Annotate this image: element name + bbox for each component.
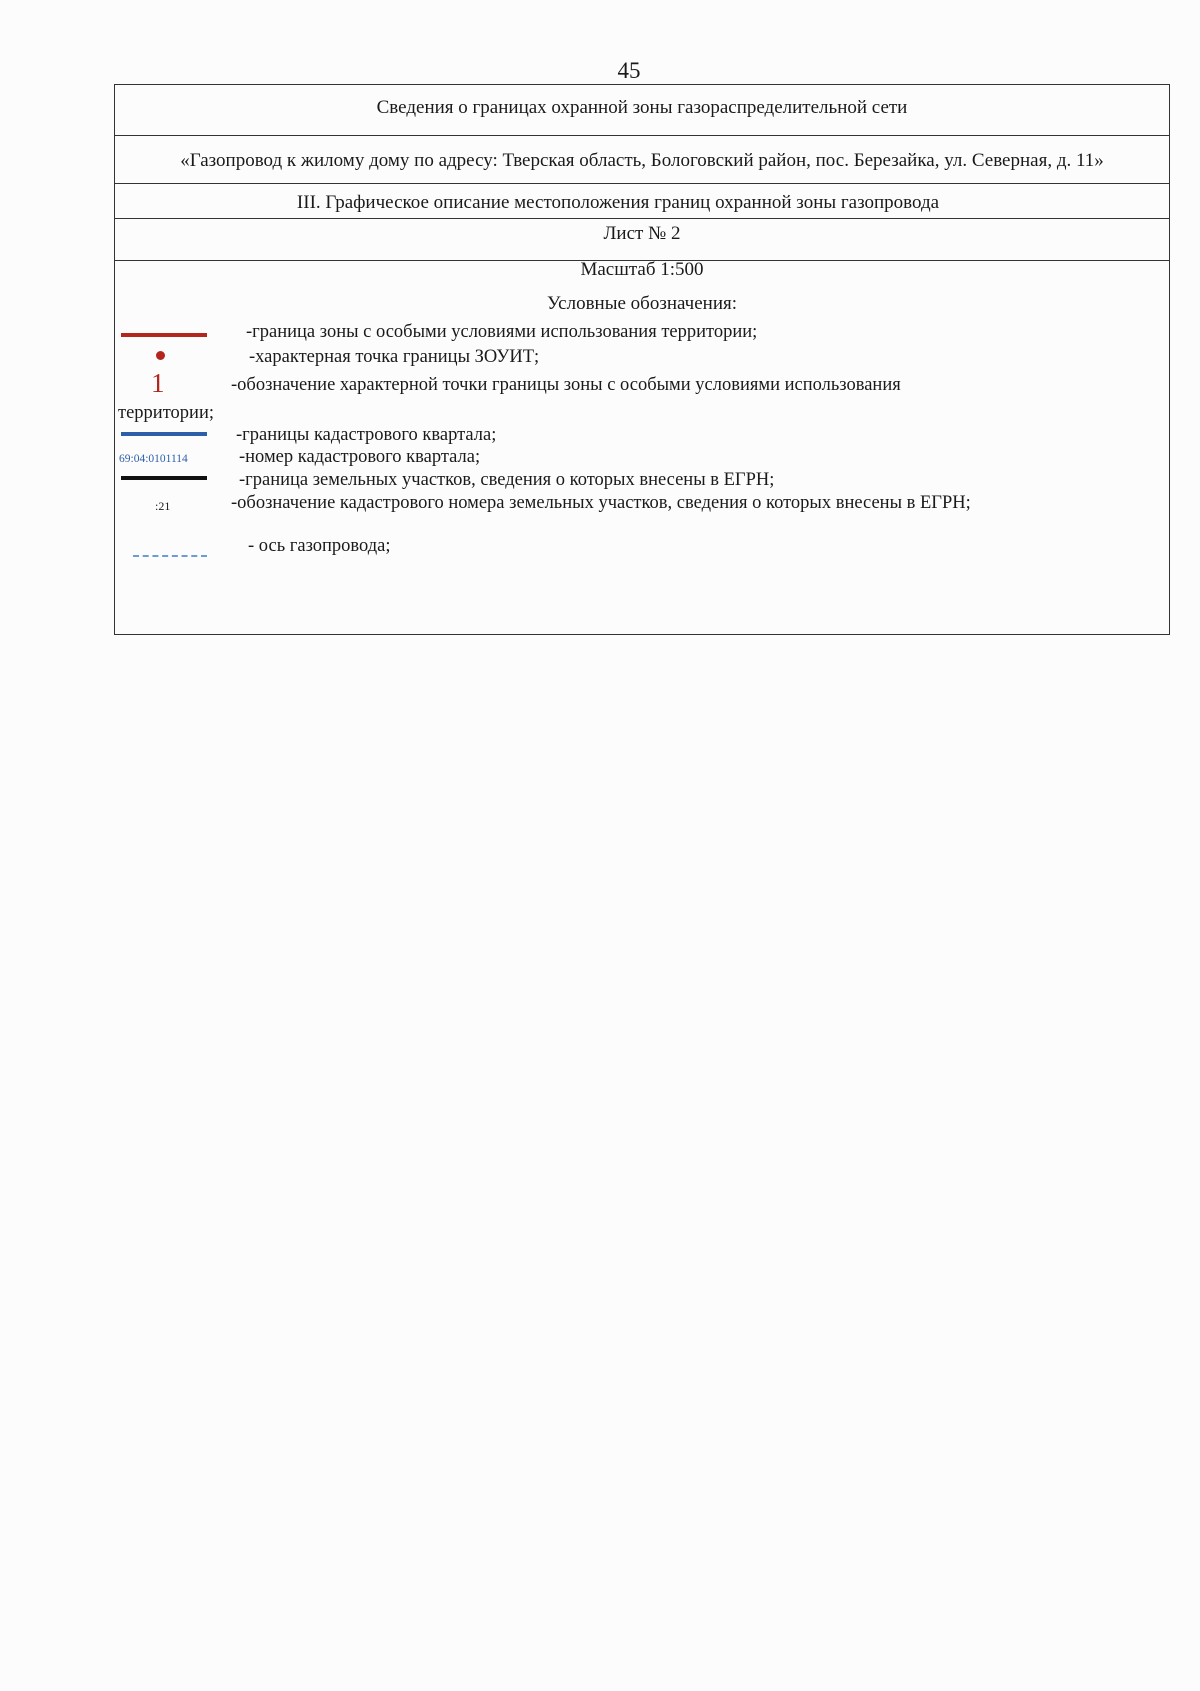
land-plot-number-symbol: :21 [155, 499, 171, 513]
section-title [115, 184, 1169, 219]
legend-item-characteristic-point: -характерная точка границы ЗОУИТ; [249, 347, 540, 367]
document-sheet [114, 84, 1170, 635]
zone-boundary-symbol [121, 333, 207, 337]
pipeline-axis-symbol [133, 555, 207, 557]
legend-item-zone-boundary: -граница зоны с особыми условиями использования территории; [246, 322, 758, 342]
legend-item-quarter-boundary: -границы кадастрового квартала; [236, 425, 497, 445]
quarter-boundary-symbol [121, 432, 207, 436]
object-name: «Газопровод к жилому дому по адресу: Тверская область, Бологовский район, пос. Березайка, ул. Северная, д. 11» [115, 136, 1169, 184]
legend-item-pipeline-axis: - ось газопровода; [248, 536, 391, 556]
map-scale: Масштаб 1:500 [580, 259, 704, 280]
land-plot-boundary-symbol [121, 476, 207, 480]
page-number: 45 [617, 58, 641, 83]
legend-item-land-plot-boundary: -граница земельных участков, сведения о которых внесены в ЕГРН; [239, 470, 775, 490]
legend-item-quarter-number: -номер кадастрового квартала; [239, 447, 481, 467]
characteristic-point-symbol [156, 351, 165, 360]
legend-item-point-number: -обозначение характерной точки границы зоны с особыми условиями использования [231, 375, 901, 395]
legend-title: Условные обозначения: [546, 293, 738, 314]
legend-item-land-plot-number: -обозначение кадастрового номера земельных участков, сведения о которых внесены в ЕГРН; [231, 493, 971, 513]
document-title: Сведения о границах охранной зоны газораспределительной сети [115, 85, 1169, 136]
quarter-number-symbol: 69:04:0101114 [119, 453, 188, 465]
section-title-text: III. Графическое описание местоположения границ охранной зоны газопровода [296, 192, 940, 213]
sheet-number: Лист № 2 [115, 219, 1169, 261]
legend-item-point-number-cont: территории; [118, 403, 214, 423]
point-number-symbol: 1 [151, 368, 165, 398]
